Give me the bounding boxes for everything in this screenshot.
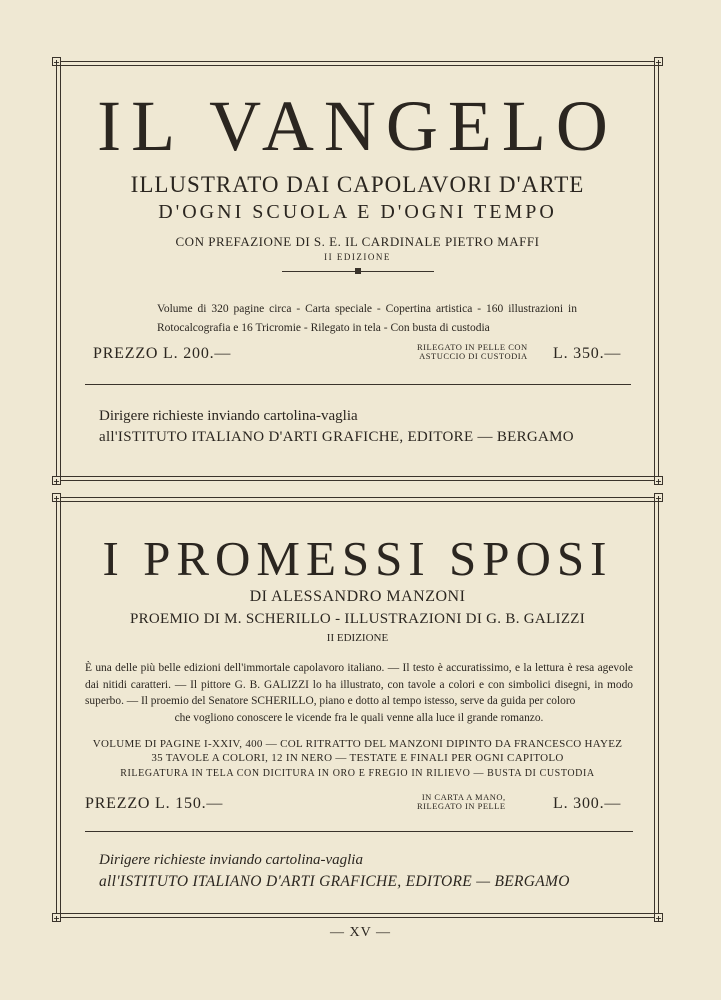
divider-ornament-dot <box>355 268 361 274</box>
price-label: PREZZO L. 200.— <box>93 345 232 362</box>
credits-line: PROEMIO DI M. SCHERILLO - ILLUSTRAZIONI DI G. B. GALIZZI <box>129 611 586 627</box>
alt-binding-label: IN CARTA A MANO, RILEGATO IN PELLE <box>417 792 506 811</box>
edition-line: II EDIZIONE <box>326 632 389 644</box>
promessi-sposi-advertisement <box>56 497 659 918</box>
separator-rule <box>85 831 633 832</box>
corner-ornament <box>654 57 663 66</box>
ad-subtitle-1: ILLUSTRATO DAI CAPOLAVORI D'ARTE <box>130 172 585 197</box>
corner-ornament <box>52 57 61 66</box>
price-label: PREZZO L. 150.— <box>85 795 224 812</box>
edition-line: II EDIZIONE <box>324 252 391 262</box>
spec-line-2: 35 TAVOLE A COLORI, 12 IN NERO — TESTATE E FINALI PER OGNI CAPITOLO <box>151 752 564 764</box>
corner-ornament <box>654 476 663 485</box>
spec-line-3: RILEGATURA IN TELA CON DICITURA IN ORO E FREGIO IN RILIEVO — BUSTA DI CUSTODIA <box>120 768 595 779</box>
author-line: DI ALESSANDRO MANZONI <box>249 588 466 605</box>
corner-ornament <box>52 476 61 485</box>
alt-price: L. 300.— <box>553 795 622 812</box>
description-body: È una delle più belle edizioni dell'immortale capolavoro italiano. — Il testo è accuratissimo, e la lettura è resa agevole dai nitidi caratteri. — Il pittore G. B. GALIZZI lo ha illustrato, con tavole a colori e con simbolici disegni, in modo superbo. — Il proemio del Senatore SCHERILLO, piano e dotto al tempo istesso, serve da guida per coloro <box>85 662 633 707</box>
spec-line-1: VOLUME DI PAGINE I-XXIV, 400 — COL RITRATTO DEL MANZONI DIPINTO DA FRANCESCO HAYEZ <box>92 738 623 750</box>
contact-line-1: Dirigere richieste inviando cartolina-vaglia <box>99 408 358 424</box>
separator-rule <box>85 384 631 385</box>
ad-title: IL VANGELO <box>97 86 618 166</box>
ad-subtitle-2: D'OGNI SCUOLA E D'OGNI TEMPO <box>158 201 557 223</box>
ad-title: I PROMESSI SPOSI <box>102 531 613 586</box>
alt-binding-label: RILEGATO IN PELLE CON ASTUCCIO DI CUSTODIA <box>417 342 528 361</box>
ad-description: Volume di 320 pagine circa - Carta speciale - Copertina artistica - 160 illustrazioni in Rotocalcografia e 16 Tricromie - Rilegato in tela - Con busta di custodia <box>157 303 577 334</box>
preface-line: CON PREFAZIONE DI S. E. IL CARDINALE PIETRO MAFFI <box>175 234 540 249</box>
alt-price: L. 350.— <box>553 345 622 362</box>
description-last-line: che vogliono conoscere le vicende fra le quali venne alla luce il grande romanzo. <box>174 711 544 724</box>
page-number: — XV — <box>330 925 391 940</box>
contact-line-1: Dirigere richieste inviando cartolina-vaglia <box>99 852 363 868</box>
corner-ornament <box>654 913 663 922</box>
corner-ornament <box>654 493 663 502</box>
ad-description <box>85 660 633 726</box>
corner-ornament <box>52 913 61 922</box>
contact-line-2: all'ISTITUTO ITALIANO D'ARTI GRAFICHE, EDITORE — BERGAMO <box>99 873 570 890</box>
contact-line-2: all'ISTITUTO ITALIANO D'ARTI GRAFICHE, EDITORE — BERGAMO <box>99 429 574 445</box>
corner-ornament <box>52 493 61 502</box>
vangelo-advertisement <box>56 61 659 481</box>
